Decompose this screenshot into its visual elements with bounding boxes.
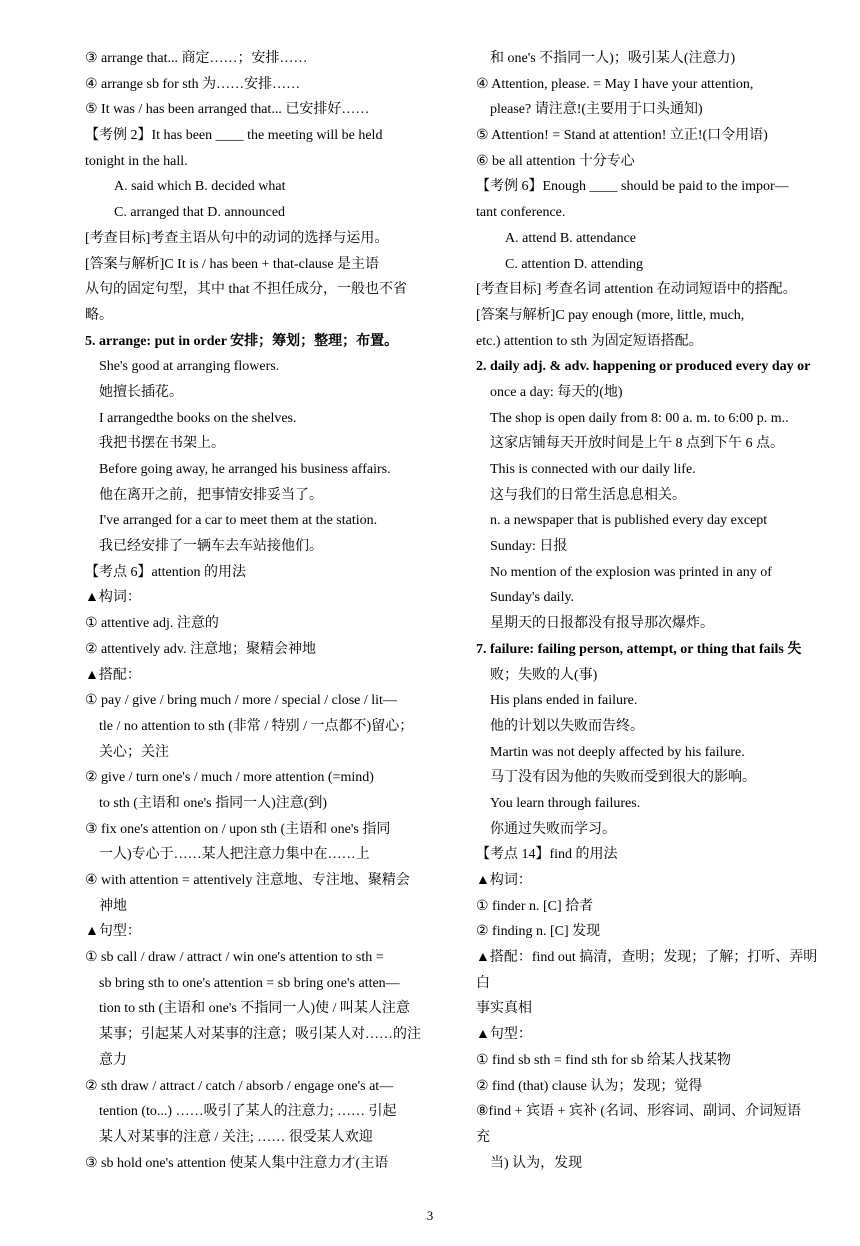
text-line: ② sth draw / attract / catch / absorb / engage one's at— (85, 1078, 394, 1094)
text-line: 神地 (99, 898, 127, 914)
text-line: You learn through failures. (490, 795, 641, 811)
text-line: ③ arrange that... 商定……；安排…… (85, 51, 308, 66)
text-line: Sunday's daily. (490, 590, 575, 606)
text-line: 败；失败的人(事) (490, 667, 598, 683)
text-line: ▲句型： (476, 1027, 532, 1043)
text-line: ④ with attention = attentively 注意地、专注地、聚精会 (85, 873, 410, 888)
text-line: 我已经安排了一辆车去车站接他们。 (99, 539, 323, 555)
text-line: ② attentively adv. 注意地；聚精会神地 (85, 641, 316, 657)
text-line: 他在离开之前，把事情安排妥当了。 (99, 487, 323, 503)
text-line: I arrangedthe books on the shelves. (99, 410, 297, 426)
text-line: 她擅长插花。 (99, 384, 183, 400)
text-line: Martin was not deeply affected by his failure. (490, 744, 745, 760)
text-line: ③ sb hold one's attention 使某人集中注意力才(主语 (85, 1155, 389, 1171)
text-line: 事实真相 (476, 1001, 532, 1017)
text-line: 【考例 2】It has been ____ the meeting will be held (85, 128, 383, 144)
text-line: tention (to...) ……吸引了某人的注意力; …… 引起 (99, 1104, 397, 1120)
text-line: sb bring sth to one's attention = sb bring one's atten— (99, 975, 400, 991)
text-line: once a day: 每天的(地) (490, 384, 623, 400)
text-line: Before going away, he arranged his business affairs. (99, 462, 391, 477)
text-line: 关心；关注 (99, 744, 169, 760)
text-line: 从句的固定句型，其中 that 不担任成分，一般也不省 (85, 282, 407, 298)
text-line: [考查目标] 考查名词 attention 在动词短语中的搭配。 (476, 282, 797, 298)
text-line: 他的计划以失败而告终。 (490, 718, 644, 734)
text-line: I've arranged for a car to meet them at the station. (99, 513, 378, 529)
text-line: A. attend B. attendance (505, 230, 637, 246)
text-line: The shop is open daily from 8: 00 a. m. to 6:00 p. m.. (490, 410, 789, 426)
text-line: ② give / turn one's / much / more attention (=mind) (85, 770, 374, 786)
text-line: 某人对某事的注意 / 关注; …… 很受某人欢迎 (99, 1129, 373, 1145)
text-line: tonight in the hall. (85, 153, 188, 169)
text-line: ② find (that) clause 认为；发现；觉得 (476, 1078, 703, 1094)
text-line: 意力 (99, 1052, 127, 1068)
text-line: 2. daily adj. & adv. happening or produced every day or (476, 359, 811, 375)
right-column (476, 46, 836, 1176)
text-line: 当) 认为，发现 (490, 1155, 583, 1171)
text-line: 【考例 6】Enough ____ should be paid to the impor— (476, 179, 789, 195)
text-line: ⑥ be all attention 十分专心 (476, 153, 635, 169)
text-line: 某事；引起某人对某事的注意；吸引某人对……的注 (99, 1027, 421, 1043)
text-line: 5. arrange: put in order 安排；筹划；整理；布置。 (85, 333, 399, 349)
text-line: ① sb call / draw / attract / win one's attention to sth = (85, 950, 384, 966)
text-line: 白 (476, 975, 490, 991)
text-line: [考查目标]考查主语从句中的动词的选择与运用。 (85, 230, 389, 246)
text-line: His plans ended in failure. (490, 693, 638, 709)
text-line: ① pay / give / bring much / more / special / close / lit— (85, 693, 397, 709)
text-line: C. arranged that D. announced (114, 205, 286, 221)
text-line: ⑤ It was / has been arranged that... 已安排好…… (85, 102, 370, 118)
page-number: 3 (426, 1208, 434, 1223)
text-line: No mention of the explosion was printed in any of (490, 564, 772, 580)
text-line: This is connected with our daily life. (490, 462, 696, 477)
text-line: 7. failure: failing person, attempt, or thing that fails 失 (476, 641, 802, 657)
text-line: tion to sth (主语和 one's 不指同一人)使 / 叫某人注意 (99, 1001, 410, 1017)
text-line: ③ fix one's attention on / upon sth (主语和 one's 指同 (85, 821, 391, 837)
text-line: to sth (主语和 one's 指同一人)注意(到) (99, 795, 328, 811)
text-line: ⑧find + 宾语 + 宾补 (名词、形容词、副词、介词短语 (476, 1104, 802, 1120)
text-line: ① find sb sth = find sth for sb 给某人找某物 (476, 1052, 731, 1068)
text-line: Sunday: 日报 (490, 539, 568, 555)
text-line: ▲构词： (476, 873, 532, 888)
text-line: ④ Attention, please. = May I have your attention, (476, 76, 754, 92)
text-line: 这与我们的日常生活息息相关。 (490, 487, 686, 503)
text-line: n. a newspaper that is published every day except (490, 513, 768, 529)
text-line: A. said which B. decided what (114, 179, 286, 195)
left-column (85, 46, 455, 1176)
text-line: C. attention D. attending (505, 256, 644, 272)
text-line: 和 one's 不指同一人)；吸引某人(注意力) (490, 51, 736, 66)
text-line: ▲构词： (85, 590, 141, 606)
text-line: ④ arrange sb for sth 为……安排…… (85, 76, 301, 92)
text-line: 【考点 6】attention 的用法 (85, 564, 246, 580)
text-line: 【考点 14】find 的用法 (476, 847, 618, 863)
text-line: ① attentive adj. 注意的 (85, 616, 219, 632)
text-line: 充 (476, 1129, 490, 1145)
text-line: ① finder n. [C] 拾者 (476, 898, 594, 914)
text-line: etc.) attention to sth 为固定短语搭配。 (476, 333, 703, 349)
text-line: 我把书摆在书架上。 (99, 436, 225, 452)
text-line: ② finding n. [C] 发现 (476, 924, 601, 940)
text-line: 一人)专心于……某人把注意力集中在……上 (99, 847, 370, 863)
text-line: ▲搭配： (85, 667, 141, 683)
text-line: tle / no attention to sth (非常 / 特别 / 一点都不)留心； (99, 718, 414, 734)
text-line: tant conference. (476, 205, 566, 221)
text-line: [答案与解析]C It is / has been + that-clause 是主语 (85, 256, 380, 272)
text-line: please? 请注意!(主要用于口头通知) (490, 102, 703, 118)
text-line: 马丁没有因为他的失败而受到很大的影响。 (490, 770, 756, 786)
text-line: [答案与解析]C pay enough (more, little, much, (476, 307, 745, 323)
text-line: 略。 (85, 307, 113, 323)
text-line: ▲句型： (85, 924, 141, 940)
text-line: ▲搭配：find out 搞清，查明；发现；了解；打听、弄明 (476, 950, 818, 966)
text-line: 你通过失败而学习。 (490, 821, 616, 837)
text-line: 这家店铺每天开放时间是上午 8 点到下午 6 点。 (490, 436, 784, 452)
text-line: ⑤ Attention! = Stand at attention! 立正!(口令用语) (476, 128, 768, 144)
text-line: 星期天的日报都没有报导那次爆炸。 (490, 616, 714, 632)
text-line: She's good at arranging flowers. (99, 359, 280, 375)
